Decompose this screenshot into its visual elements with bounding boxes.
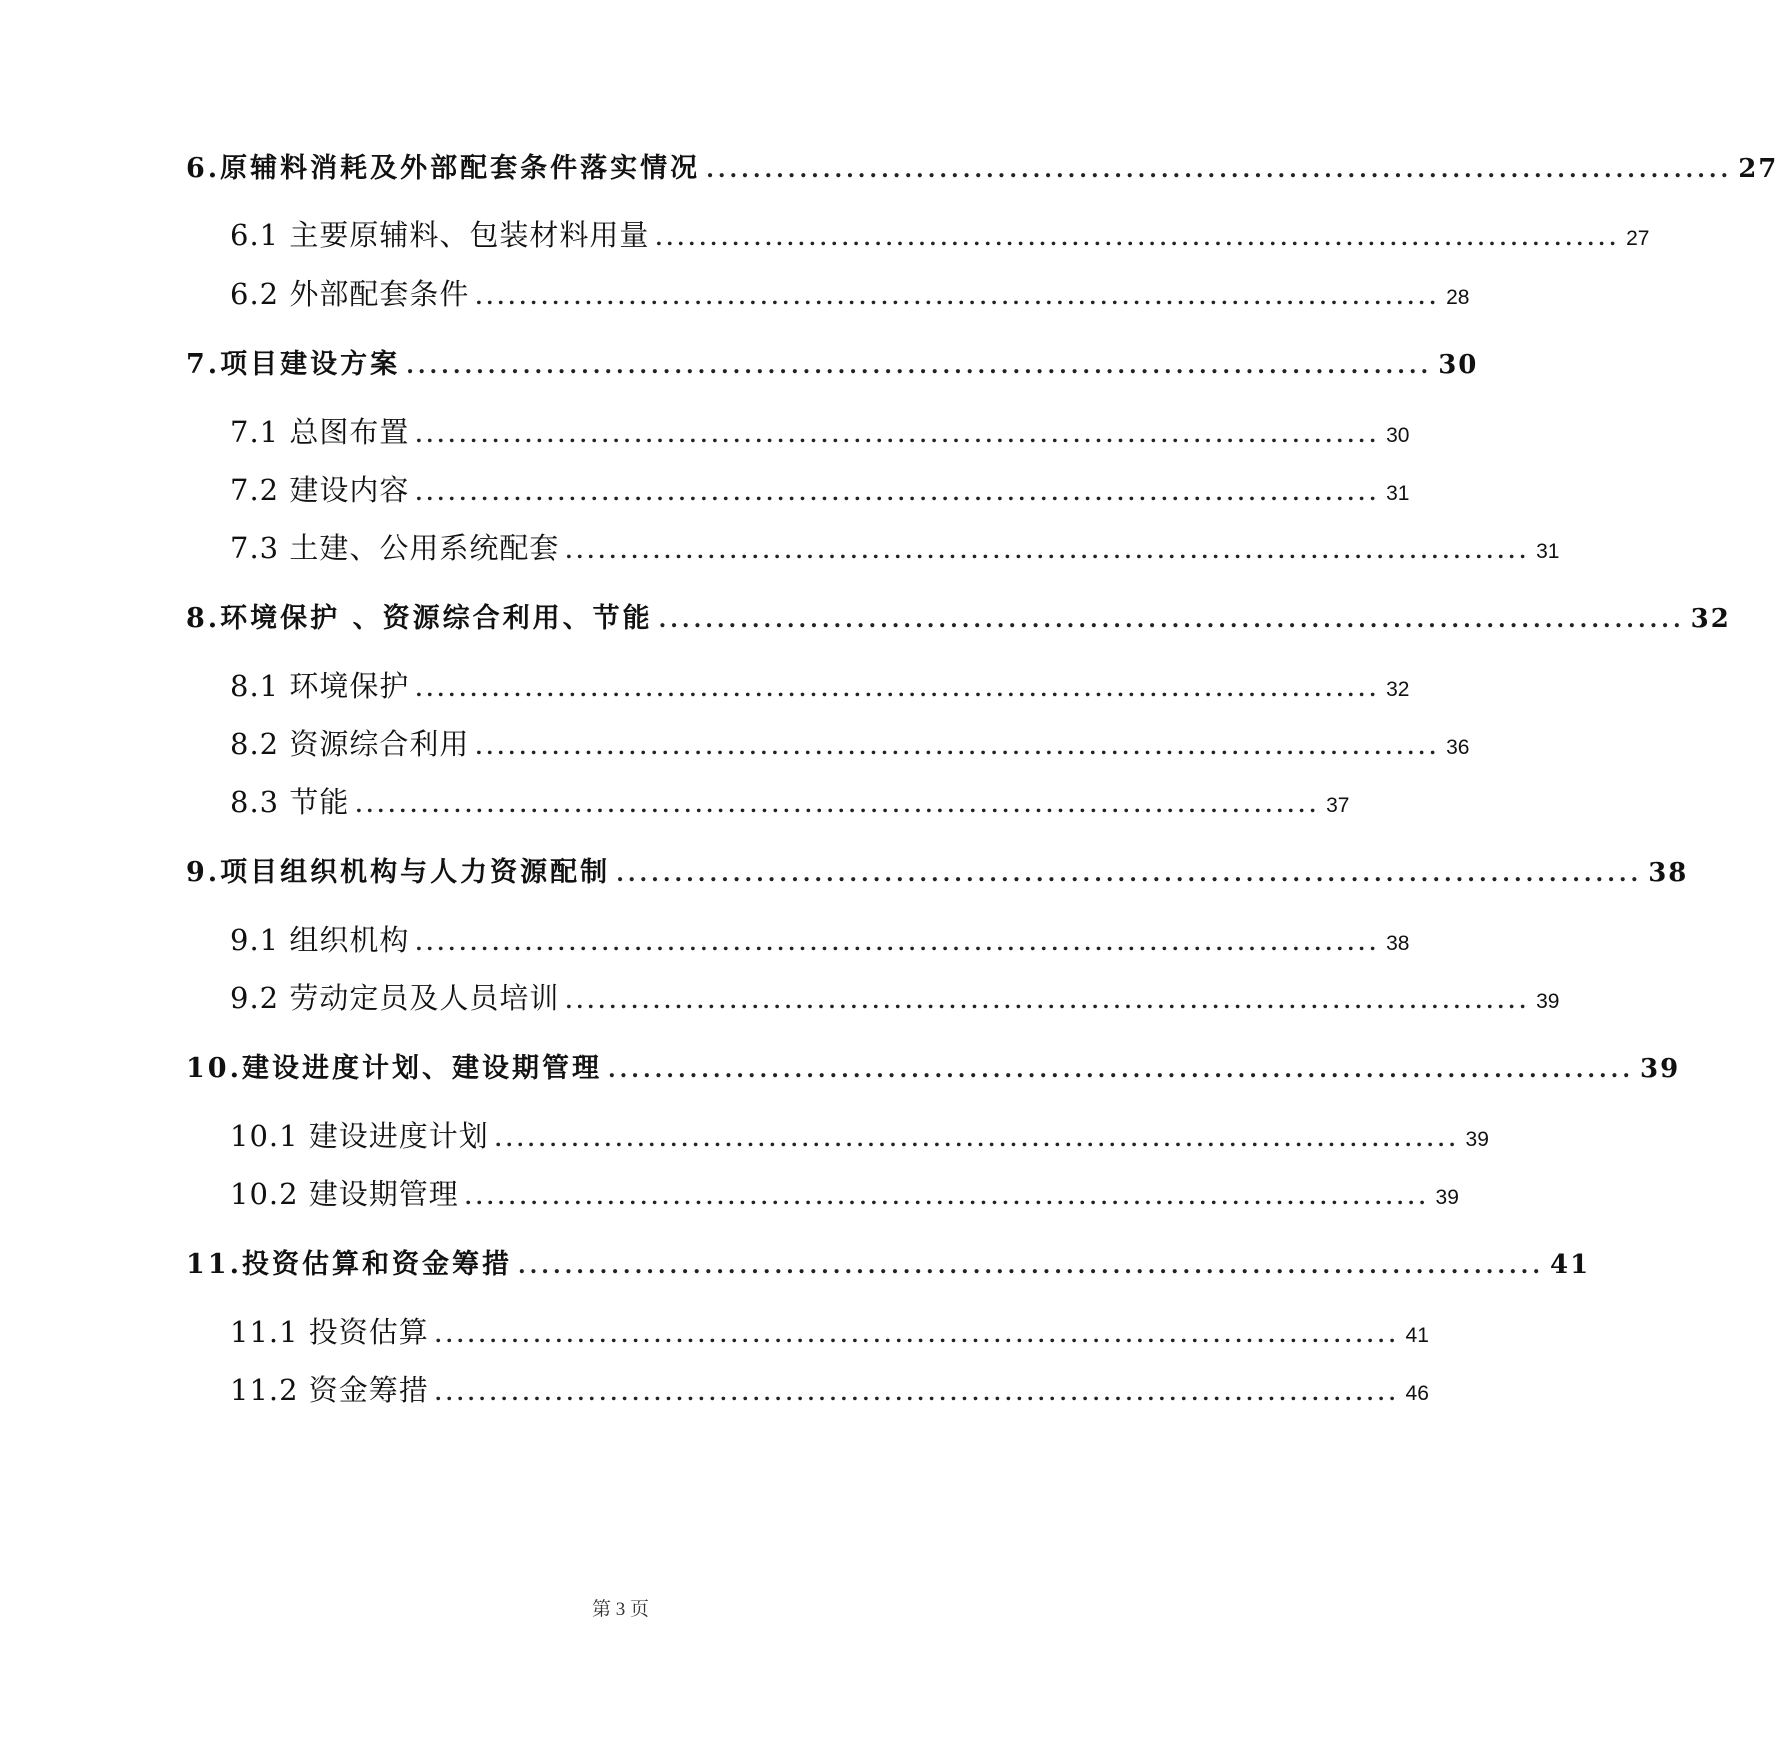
toc-entry[interactable] (230, 1114, 1489, 1155)
toc-leader-dots: ........................................................................................ (355, 793, 1321, 817)
toc-entry[interactable] (230, 976, 1560, 1017)
toc-entry-label: 8.1 环境保护 (230, 669, 410, 703)
toc-page-number: 38 (1648, 858, 1689, 888)
toc-page-number: 27 (1626, 227, 1650, 250)
toc-page-number: 31 (1536, 540, 1560, 563)
toc-leader-dots: ........................................................................................ (475, 735, 1441, 759)
toc-leader-dots: ........................................................................................ (415, 481, 1381, 505)
toc-entry[interactable] (230, 722, 1470, 763)
toc-page-number: 41 (1405, 1324, 1429, 1347)
page-footer-number: 第 3 页 (591, 1599, 649, 1620)
toc-entry[interactable] (186, 1242, 1591, 1281)
toc-entry-label: 7.1 总图布置 (230, 415, 410, 449)
toc-leader-dots: ........................................................................................ (616, 861, 1643, 887)
toc-leader-dots: ........................................................................................ (655, 226, 1621, 250)
toc-leader-dots: ........................................................................................ (565, 989, 1531, 1013)
toc-page-number: 39 (1640, 1054, 1681, 1084)
toc-entry-label: 8.2 资源综合利用 (230, 727, 470, 761)
toc-entry[interactable] (230, 272, 1470, 313)
toc-page-number: 36 (1446, 736, 1470, 759)
toc-leader-dots: ........................................................................................ (406, 353, 1433, 379)
toc-entry[interactable] (186, 342, 1479, 381)
toc-entry-label: 10.建设进度计划、建设期管理 (186, 1053, 602, 1084)
toc-page-number: 32 (1386, 678, 1410, 701)
toc-entry[interactable] (230, 1310, 1429, 1351)
toc-page-number: 30 (1438, 350, 1479, 380)
toc-leader-dots: ........................................................................................ (464, 1185, 1430, 1209)
toc-entry[interactable] (230, 918, 1410, 959)
toc-leader-dots: ........................................................................................ (415, 677, 1381, 701)
toc-leader-dots: ........................................................................................ (434, 1323, 1400, 1347)
toc-entry-label: 6.原辅料消耗及外部配套条件落实情况 (186, 153, 701, 184)
toc-leader-dots: ........................................................................................ (494, 1127, 1460, 1151)
toc-leader-dots: ........................................................................................ (706, 157, 1733, 183)
toc-entry-label: 7.3 土建、公用系统配套 (230, 531, 560, 565)
toc-entry-label: 8.环境保护 、资源综合利用、节能 (186, 603, 653, 634)
toc-page-number: 27 (1738, 154, 1778, 184)
toc-page-number: 41 (1550, 1250, 1591, 1280)
toc-entry[interactable] (230, 213, 1650, 254)
toc-page-number: 46 (1405, 1382, 1429, 1405)
toc-entry-label: 10.1 建设进度计划 (230, 1119, 489, 1153)
toc-entry-label: 7.项目建设方案 (186, 349, 401, 380)
toc-leader-dots: ........................................................................................ (658, 607, 1685, 633)
toc-entry[interactable] (230, 526, 1560, 567)
toc-leader-dots: ........................................................................................ (475, 285, 1441, 309)
toc-entry[interactable] (230, 780, 1350, 821)
toc-entry-label: 11.2 资金筹措 (230, 1373, 429, 1407)
toc-leader-dots: ........................................................................................ (517, 1253, 1544, 1279)
toc-leader-dots: ........................................................................................ (415, 931, 1381, 955)
toc-entry-label: 11.投资估算和资金筹措 (186, 1249, 512, 1280)
toc-entry-label: 11.1 投资估算 (230, 1315, 429, 1349)
toc-entry[interactable] (186, 1046, 1681, 1085)
toc-entry[interactable] (230, 1368, 1429, 1409)
toc-page-number: 38 (1386, 932, 1410, 955)
toc-entry-label: 9.项目组织机构与人力资源配制 (186, 857, 611, 888)
toc-entry-label: 9.1 组织机构 (230, 923, 410, 957)
toc-entry-label: 8.3 节能 (230, 785, 350, 819)
toc-entry[interactable] (186, 146, 1778, 185)
toc-entry-label: 7.2 建设内容 (230, 473, 410, 507)
toc-entry-label: 10.2 建设期管理 (230, 1177, 459, 1211)
toc-page-number: 39 (1536, 990, 1560, 1013)
toc-entry-label: 6.2 外部配套条件 (230, 277, 470, 311)
toc-page-number: 30 (1386, 424, 1410, 447)
toc-page-number: 32 (1690, 604, 1731, 634)
toc-entry[interactable] (230, 664, 1410, 705)
toc-page-number: 39 (1465, 1128, 1489, 1151)
toc-leader-dots: ........................................................................................ (434, 1381, 1400, 1405)
toc-page-number: 39 (1435, 1186, 1459, 1209)
toc-entry[interactable] (186, 850, 1689, 889)
toc-leader-dots: ........................................................................................ (607, 1057, 1634, 1083)
toc-entry[interactable] (186, 596, 1731, 635)
toc-entry[interactable] (230, 1172, 1459, 1213)
toc-page-number: 28 (1446, 286, 1470, 309)
toc-leader-dots: ........................................................................................ (415, 423, 1381, 447)
toc-entry-label: 9.2 劳动定员及人员培训 (230, 981, 560, 1015)
toc-page-number: 31 (1386, 482, 1410, 505)
toc-entry[interactable] (230, 468, 1410, 509)
toc-entry-label: 6.1 主要原辅料、包装材料用量 (230, 218, 650, 252)
toc-page-number: 37 (1326, 794, 1350, 817)
toc-leader-dots: ........................................................................................ (565, 539, 1531, 563)
toc-entry[interactable] (230, 410, 1410, 451)
